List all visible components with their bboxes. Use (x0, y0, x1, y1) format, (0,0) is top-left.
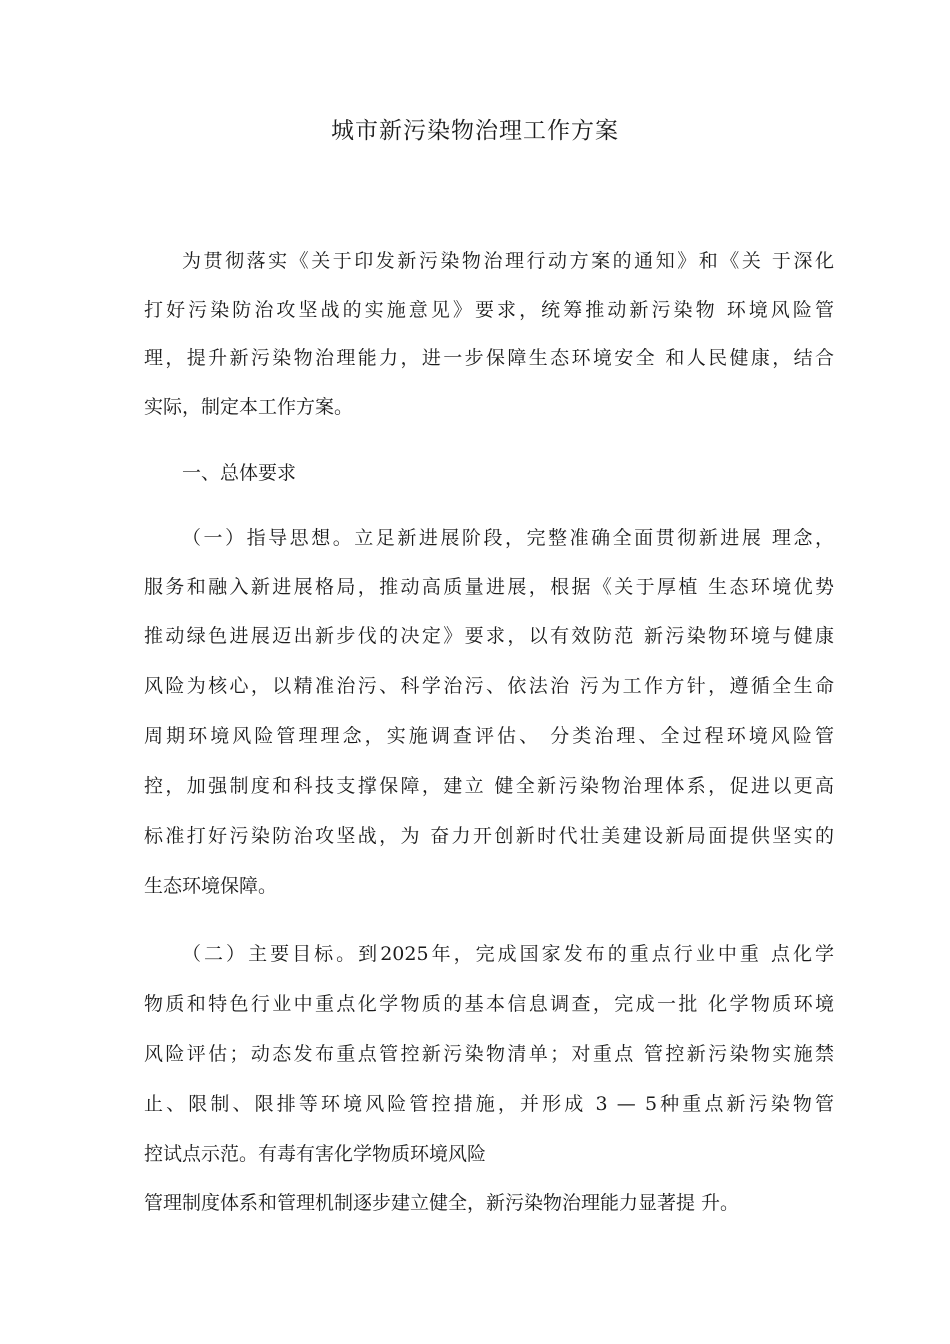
goals-line: 控试点示范。有毒有害化学物质环境风险 (144, 1143, 487, 1165)
intro-line: 理，提升新污染物治理能力，进一步保障生态环境安全 和人民健康，结合 (144, 347, 834, 369)
guiding-line: （一）指导思想。立足新进展阶段，完整准确全面贯彻新进展 理念， (182, 527, 834, 549)
goals-line: 管理制度体系和管理机制逐步建立健全，新污染物治理能力显著提 升。 (144, 1192, 740, 1214)
intro-line: 实际，制定本工作方案。 (144, 396, 354, 418)
guiding-line: 服务和融入新进展格局，推动高质量进展，根据《关于厚植 生态环境优势 (144, 576, 834, 598)
guiding-line: 生态环境保障。 (144, 875, 278, 897)
guiding-line: 周期环境风险管理理念，实施调查评估、 分类治理、全过程环境风险管 (144, 725, 834, 747)
document-title: 城市新污染物治理工作方案 (331, 118, 619, 144)
goals-line: 物质和特色行业中重点化学物质的基本信息调查，完成一批 化学物质环境 (144, 993, 834, 1015)
intro-line: 为贯彻落实《关于印发新污染物治理行动方案的通知》和《关 于深化 (182, 250, 834, 272)
intro-line: 打好污染防治攻坚战的实施意见》要求，统筹推动新污染物 环境风险管 (144, 299, 834, 321)
guiding-line: 推动绿色进展迈出新步伐的决定》要求，以有效防范 新污染物环境与健康 (144, 625, 834, 647)
guiding-line: 标准打好污染防治攻坚战，为 奋力开创新时代壮美建设新局面提供坚实的 (144, 825, 834, 847)
goals-line: 风险评估；动态发布重点管控新污染物清单；对重点 管控新污染物实施禁 (144, 1043, 834, 1065)
goals-line: （二）主要目标。到2025年，完成国家发布的重点行业中重 点化学 (182, 943, 834, 965)
guiding-line: 控，加强制度和科技支撑保障，建立 健全新污染物治理体系，促进以更高 (144, 775, 834, 797)
section-heading: 一、总体要求 (182, 462, 297, 484)
guiding-line: 风险为核心，以精准治污、科学治污、依法治 污为工作方针，遵循全生命 (144, 675, 834, 697)
goals-line: 止、限制、限排等环境风险管控措施，并形成 3 — 5种重点新污染物管 (144, 1093, 834, 1115)
